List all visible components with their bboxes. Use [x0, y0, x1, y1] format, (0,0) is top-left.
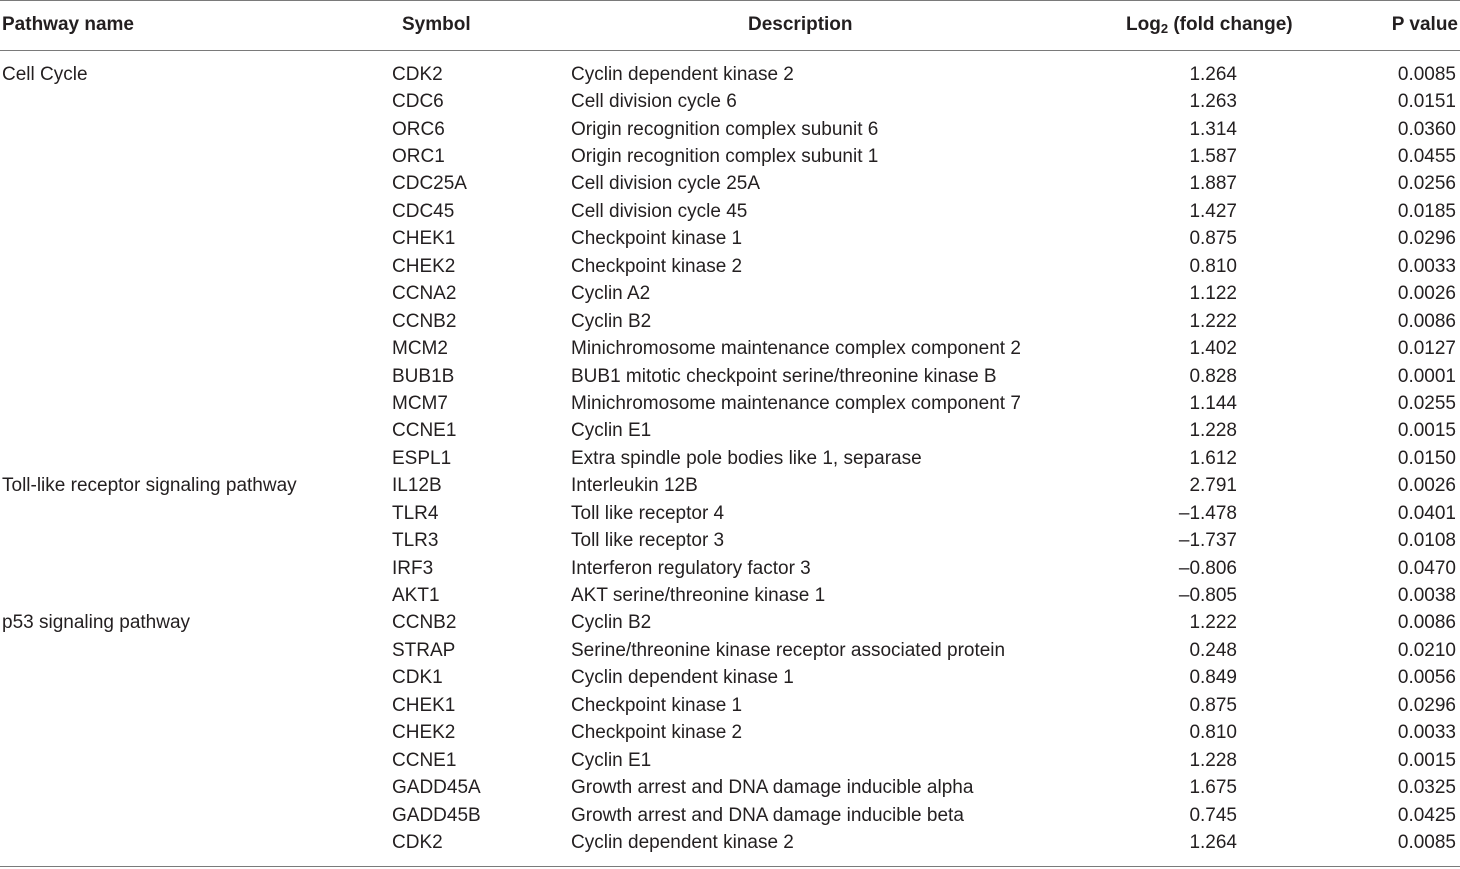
table-row	[0, 445, 1460, 472]
table-row	[0, 390, 1460, 417]
cell-pathway	[0, 363, 390, 390]
cell-description: Cyclin dependent kinase 2	[571, 63, 794, 85]
cell-pathway	[0, 171, 390, 198]
cell-p-value: 0.0151	[1397, 91, 1456, 113]
cell-description: Cyclin dependent kinase 1	[571, 667, 794, 689]
cell-symbol: MCM7	[392, 392, 448, 414]
table-row	[0, 198, 1460, 225]
cell-symbol: CDK2	[392, 831, 443, 853]
cell-p-value: 0.0210	[1397, 639, 1456, 661]
cell-p-value: 0.0015	[1397, 420, 1456, 442]
cell-symbol: CCNB2	[392, 612, 457, 634]
cell-symbol: CDC25A	[392, 173, 467, 195]
cell-pathway	[0, 665, 390, 692]
cell-log2-fold-change: –1.737	[1178, 530, 1237, 552]
cell-log2-fold-change: 1.228	[1189, 420, 1237, 442]
cell-description: Cyclin dependent kinase 2	[571, 831, 794, 853]
cell-p-value: 0.0470	[1397, 557, 1456, 579]
table-row	[0, 500, 1460, 527]
table-row	[0, 473, 1460, 500]
cell-symbol: TLR3	[392, 530, 439, 552]
cell-log2-fold-change: 1.675	[1189, 777, 1237, 799]
cell-description: Cell division cycle 6	[571, 91, 737, 113]
cell-p-value: 0.0256	[1397, 173, 1456, 195]
bottom-rule	[0, 866, 1460, 867]
cell-log2-fold-change: 1.228	[1189, 749, 1237, 771]
cell-p-value: 0.0127	[1397, 338, 1456, 360]
cell-description: Cyclin E1	[571, 749, 652, 771]
cell-pathway	[0, 335, 390, 362]
cell-log2-fold-change: 0.745	[1189, 804, 1237, 826]
cell-symbol: CDK1	[392, 667, 443, 689]
cell-pathway	[0, 226, 390, 253]
cell-p-value: 0.0150	[1397, 447, 1456, 469]
cell-pathway	[0, 445, 390, 472]
cell-description: Interleukin 12B	[571, 475, 698, 497]
cell-symbol: IL12B	[392, 475, 442, 497]
header-pathway-name: Pathway name	[2, 14, 134, 35]
cell-log2-fold-change: 1.263	[1189, 91, 1237, 113]
cell-p-value: 0.0185	[1397, 200, 1456, 222]
cell-p-value: 0.0296	[1397, 694, 1456, 716]
table-row	[0, 665, 1460, 692]
cell-p-value: 0.0086	[1397, 310, 1456, 332]
table-row	[0, 171, 1460, 198]
table-row	[0, 582, 1460, 609]
cell-pathway: p53 signaling pathway	[2, 612, 191, 634]
table-row	[0, 692, 1460, 719]
cell-description: Toll like receptor 4	[571, 502, 725, 524]
cell-p-value: 0.0455	[1397, 146, 1456, 168]
cell-pathway	[0, 88, 390, 115]
cell-pathway	[0, 253, 390, 280]
cell-pathway	[0, 774, 390, 801]
cell-description: Cyclin B2	[571, 310, 652, 332]
cell-log2-fold-change: 1.222	[1189, 612, 1237, 634]
cell-pathway	[0, 527, 390, 554]
cell-description: Extra spindle pole bodies like 1, separase	[571, 447, 922, 469]
cell-symbol: CDK2	[392, 63, 443, 85]
cell-description: Growth arrest and DNA damage inducible alpha	[571, 777, 974, 799]
table-row	[0, 829, 1460, 856]
cell-description: Cyclin A2	[571, 283, 651, 305]
cell-pathway	[0, 802, 390, 829]
cell-description: BUB1 mitotic checkpoint serine/threonine kinase B	[571, 365, 997, 387]
cell-pathway	[0, 637, 390, 664]
table-row	[0, 363, 1460, 390]
cell-log2-fold-change: 2.791	[1189, 475, 1237, 497]
cell-pathway	[0, 116, 390, 143]
cell-symbol: GADD45A	[392, 777, 481, 799]
cell-description: Cell division cycle 45	[571, 200, 748, 222]
cell-p-value: 0.0026	[1397, 475, 1456, 497]
cell-pathway	[0, 500, 390, 527]
cell-symbol: IRF3	[392, 557, 434, 579]
cell-description: Checkpoint kinase 2	[571, 255, 743, 277]
header-log-subscript: 2	[1160, 21, 1169, 36]
table-row	[0, 253, 1460, 280]
cell-pathway	[0, 198, 390, 225]
cell-symbol: ORC1	[392, 146, 445, 168]
spacer-row	[0, 50, 1460, 61]
cell-symbol: ORC6	[392, 118, 445, 140]
cell-log2-fold-change: 1.612	[1189, 447, 1237, 469]
table-row	[0, 802, 1460, 829]
cell-log2-fold-change: 0.875	[1189, 228, 1237, 250]
header-description: Description	[748, 14, 853, 35]
cell-log2-fold-change: 1.122	[1189, 283, 1237, 305]
cell-description: Origin recognition complex subunit 6	[571, 118, 879, 140]
cell-log2-fold-change: 1.264	[1189, 63, 1237, 85]
table-row	[0, 527, 1460, 554]
table-row	[0, 637, 1460, 664]
cell-p-value: 0.0325	[1397, 777, 1456, 799]
cell-pathway	[0, 143, 390, 170]
cell-description: Minichromosome maintenance complex component 7	[571, 392, 1021, 414]
table-row	[0, 116, 1460, 143]
cell-p-value: 0.0401	[1397, 502, 1456, 524]
cell-log2-fold-change: 1.222	[1189, 310, 1237, 332]
cell-p-value: 0.0085	[1397, 63, 1456, 85]
cell-p-value: 0.0033	[1397, 722, 1456, 744]
cell-p-value: 0.0296	[1397, 228, 1456, 250]
cell-pathway	[0, 418, 390, 445]
cell-description: Cell division cycle 25A	[571, 173, 761, 195]
cell-symbol: CHEK1	[392, 694, 456, 716]
cell-p-value: 0.0425	[1397, 804, 1456, 826]
header-symbol: Symbol	[402, 14, 471, 35]
cell-symbol: CHEK2	[392, 722, 456, 744]
header-p-value: P value	[1391, 14, 1458, 35]
cell-pathway	[0, 720, 390, 747]
cell-log2-fold-change: –0.805	[1178, 585, 1237, 607]
cell-pathway	[0, 308, 390, 335]
cell-p-value: 0.0360	[1397, 118, 1456, 140]
header-row	[0, 0, 1460, 50]
cell-p-value: 0.0086	[1397, 612, 1456, 634]
cell-log2-fold-change: 1.144	[1189, 392, 1237, 414]
cell-log2-fold-change: 1.427	[1189, 200, 1237, 222]
cell-log2-fold-change: –1.478	[1178, 502, 1237, 524]
cell-pathway	[0, 692, 390, 719]
cell-description: Cyclin E1	[571, 420, 652, 442]
cell-log2-fold-change: 0.875	[1189, 694, 1237, 716]
cell-p-value: 0.0108	[1397, 530, 1456, 552]
cell-symbol: GADD45B	[392, 804, 481, 826]
cell-description: AKT serine/threonine kinase 1	[571, 585, 826, 607]
table-row	[0, 720, 1460, 747]
cell-pathway: Cell Cycle	[2, 63, 88, 85]
cell-log2-fold-change: 1.314	[1189, 118, 1237, 140]
table-row	[0, 143, 1460, 170]
cell-symbol: STRAP	[392, 639, 456, 661]
cell-symbol: MCM2	[392, 338, 448, 360]
cell-symbol: CCNB2	[392, 310, 457, 332]
cell-log2-fold-change: 1.887	[1189, 173, 1237, 195]
table-row	[0, 418, 1460, 445]
cell-description: Toll like receptor 3	[571, 530, 725, 552]
cell-symbol: CHEK2	[392, 255, 456, 277]
cell-log2-fold-change: 1.264	[1189, 831, 1237, 853]
cell-p-value: 0.0015	[1397, 749, 1456, 771]
table-row	[0, 281, 1460, 308]
table-row	[0, 774, 1460, 801]
cell-log2-fold-change: 1.402	[1189, 338, 1237, 360]
cell-pathway	[0, 582, 390, 609]
header-log-suffix: (fold change)	[1168, 14, 1293, 35]
cell-pathway: Toll-like receptor signaling pathway	[2, 475, 297, 497]
cell-symbol: CDC45	[392, 200, 455, 222]
cell-description: Growth arrest and DNA damage inducible beta	[571, 804, 964, 826]
cell-description: Minichromosome maintenance complex component 2	[571, 338, 1021, 360]
cell-p-value: 0.0033	[1397, 255, 1456, 277]
cell-description: Checkpoint kinase 2	[571, 722, 743, 744]
cell-symbol: CHEK1	[392, 228, 456, 250]
cell-symbol: CCNA2	[392, 283, 457, 305]
cell-symbol: ESPL1	[392, 447, 452, 469]
cell-p-value: 0.0255	[1397, 392, 1456, 414]
cell-symbol: AKT1	[392, 585, 440, 607]
table-row	[0, 610, 1460, 637]
cell-p-value: 0.0026	[1397, 283, 1456, 305]
table-row	[0, 308, 1460, 335]
cell-p-value: 0.0038	[1397, 585, 1456, 607]
cell-symbol: TLR4	[392, 502, 439, 524]
header-log-prefix: Log	[1126, 14, 1161, 35]
table-row	[0, 747, 1460, 774]
cell-symbol: CCNE1	[392, 420, 457, 442]
cell-log2-fold-change: 0.849	[1189, 667, 1237, 689]
cell-log2-fold-change: 1.587	[1189, 146, 1237, 168]
cell-symbol: CDC6	[392, 91, 444, 113]
table-row	[0, 555, 1460, 582]
cell-log2-fold-change: 0.248	[1189, 639, 1237, 661]
cell-description: Serine/threonine kinase receptor associated protein	[571, 639, 1006, 661]
cell-pathway	[0, 281, 390, 308]
cell-pathway	[0, 390, 390, 417]
table-body	[0, 50, 1460, 857]
table-row	[0, 335, 1460, 362]
cell-description: Cyclin B2	[571, 612, 652, 634]
cell-log2-fold-change: 0.810	[1189, 722, 1237, 744]
cell-symbol: CCNE1	[392, 749, 457, 771]
cell-symbol: BUB1B	[392, 365, 455, 387]
cell-description: Interferon regulatory factor 3	[571, 557, 811, 579]
cell-pathway	[0, 747, 390, 774]
cell-pathway	[0, 555, 390, 582]
cell-description: Origin recognition complex subunit 1	[571, 146, 879, 168]
cell-p-value: 0.0001	[1397, 365, 1456, 387]
table-row	[0, 226, 1460, 253]
cell-description: Checkpoint kinase 1	[571, 228, 743, 250]
cell-p-value: 0.0056	[1397, 667, 1456, 689]
cell-p-value: 0.0085	[1397, 831, 1456, 853]
cell-description: Checkpoint kinase 1	[571, 694, 743, 716]
cell-log2-fold-change: –0.806	[1178, 557, 1237, 579]
table-header	[0, 0, 1460, 50]
cell-pathway	[0, 829, 390, 856]
table-row	[0, 61, 1460, 88]
header-log2-fold-change	[1040, 0, 1293, 50]
table-row	[0, 88, 1460, 115]
cell-log2-fold-change: 0.828	[1189, 365, 1237, 387]
spacer-cell	[0, 50, 1460, 61]
cell-log2-fold-change: 0.810	[1189, 255, 1237, 277]
